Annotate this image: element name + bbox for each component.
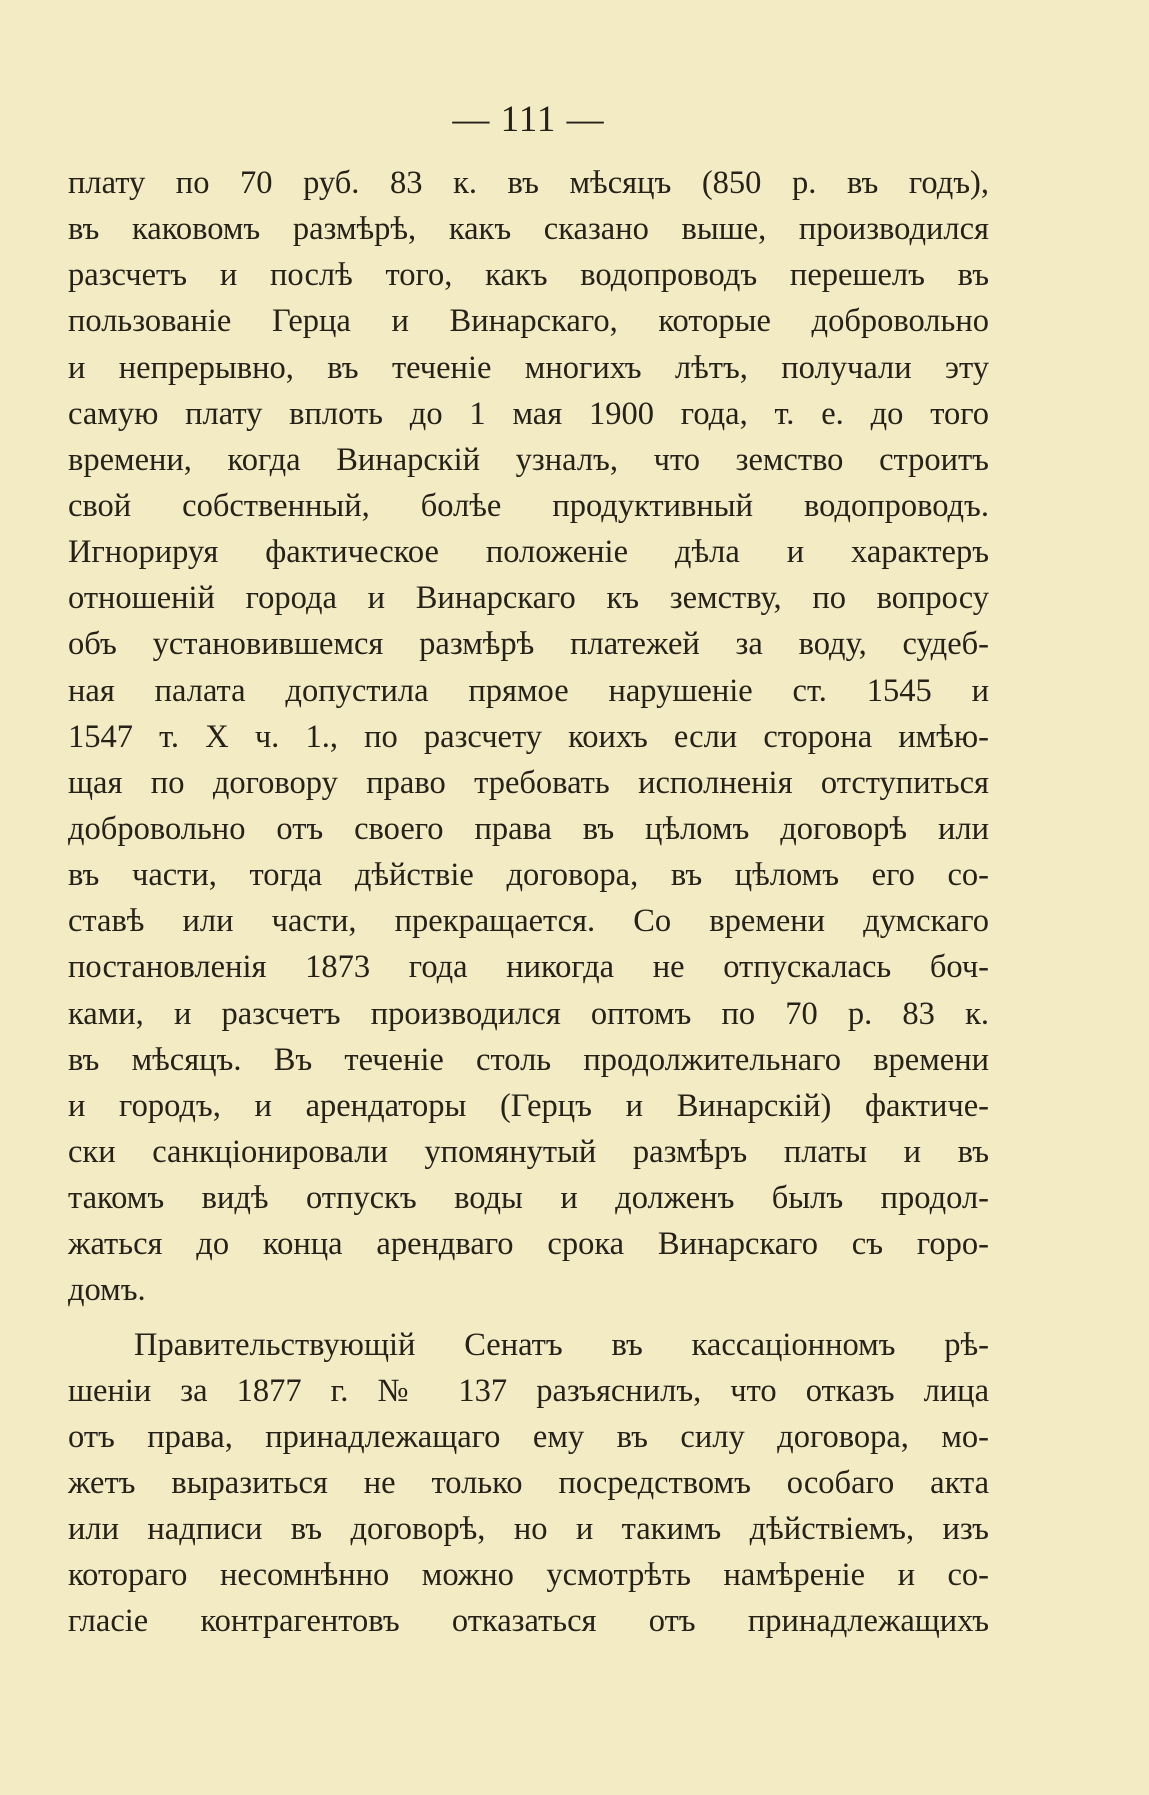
paragraph-gap (68, 1314, 989, 1322)
text-line: добровольно отъ своего права въ цѣломъ договорѣ или (68, 810, 989, 847)
text-line: въ части, тогда дѣйствіе договора, въ цѣломъ его со- (68, 857, 989, 894)
text-line: объ установившемся размѣрѣ платежей за воду, судеб- (68, 626, 989, 663)
text-line: постановленія 1873 года никогда не отпускалась боч- (68, 949, 989, 986)
text-line: времени, когда Винарскій узналъ, что земство строитъ (68, 441, 989, 478)
text-line: шеніи за 1877 г. № 137 разъяснилъ, что отказъ лица (68, 1372, 989, 1409)
text-line: отношеній города и Винарскаго къ земству, по вопросу (68, 580, 989, 617)
text-line: Правительствующій Сенатъ въ кассаціонномъ рѣ- (134, 1326, 989, 1363)
text-line: гласіе контрагентовъ отказаться отъ принадлежащихъ (68, 1603, 989, 1640)
page-number: — 111 — (452, 99, 605, 140)
text-line: 1547 т. X ч. 1., по разсчету коихъ если сторона имѣю- (68, 718, 989, 755)
text-line: домъ. (68, 1272, 146, 1309)
paragraph (68, 160, 989, 1314)
text-line: жетъ выразиться не только посредствомъ особаго акта (68, 1464, 989, 1501)
text-line: или надписи въ договорѣ, но и такимъ дѣйствіемъ, изъ (68, 1511, 989, 1548)
text-line: такомъ видѣ отпускъ воды и долженъ былъ продол- (68, 1180, 989, 1217)
text-line: въ мѣсяцъ. Въ теченіе столь продолжительнаго времени (68, 1041, 989, 1078)
text-line: пользованіе Герца и Винарскаго, которые добровольно (68, 303, 989, 340)
text-line: ная палата допустила прямое нарушеніе ст. 1545 и (68, 672, 989, 709)
text-line: самую плату вплоть до 1 мая 1900 года, т. е. до того (68, 395, 989, 432)
text-line: ставѣ или части, прекращается. Со времени думскаго (68, 903, 989, 940)
text-line: плату по 70 руб. 83 к. въ мѣсяцъ (850 р. въ годъ), (68, 165, 989, 201)
text-line: и городъ, и арендаторы (Герцъ и Винарскій) фактиче- (68, 1087, 989, 1124)
text-line: разсчетъ и послѣ того, какъ водопроводъ перешелъ въ (68, 257, 989, 294)
body-text (68, 160, 989, 1645)
text-line: ски санкціонировали упомянутый размѣръ платы и въ (68, 1133, 989, 1170)
text-line: жаться до конца арендваго срока Винарскаго съ горо- (68, 1226, 989, 1263)
text-line: ками, и разсчетъ производился оптомъ по 70 р. 83 к. (68, 995, 989, 1032)
text-line: въ каковомъ размѣрѣ, какъ сказано выше, производился (68, 211, 989, 248)
paragraph (68, 1322, 989, 1645)
text-line: щая по договору право требовать исполненія отступиться (68, 764, 989, 801)
text-line: отъ права, принадлежащаго ему въ силу договора, мо- (68, 1418, 989, 1455)
text-line: Игнорируя фактическое положеніе дѣла и характеръ (68, 534, 989, 571)
text-line: котораго несомнѣнно можно усмотрѣть намѣреніе и со- (68, 1557, 989, 1594)
text-line: и непрерывно, въ теченіе многихъ лѣтъ, получали эту (68, 349, 989, 386)
text-line: свой собственный, болѣе продуктивный водопроводъ. (68, 487, 989, 524)
